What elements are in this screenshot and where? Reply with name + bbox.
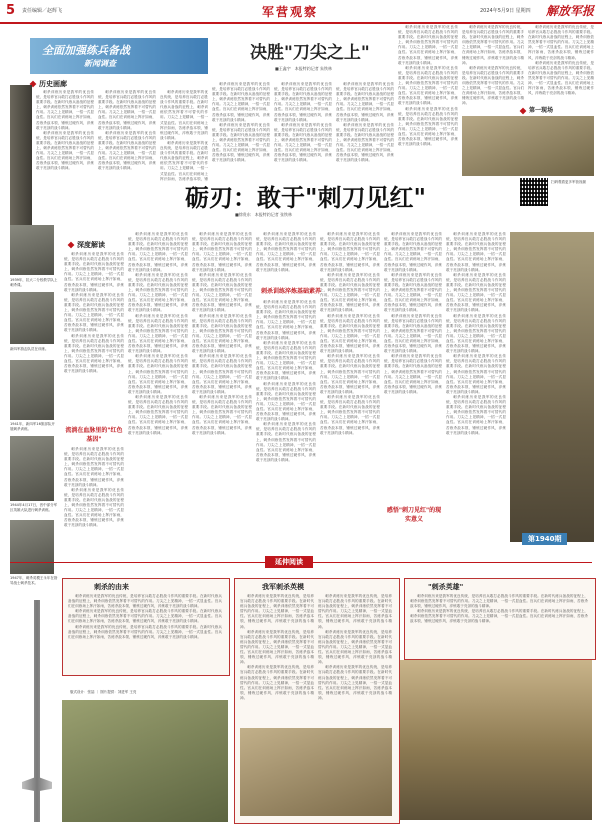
box-origin-text: 刺杀训练历来是我军的优良传统，是培养官兵敢打必胜战斗作风的重要手段。在新时代练兵备战的征程上，刺杀训练依然发挥着不可替代的作用。刀尖之上见精神，一招一式显血性。官兵们在训练场上挥汗如雨，苦练杀敌本领，锤炼过硬作风，淬炼敢于亮剑的战斗精神。 刺杀训练历来是我军的优良传统，是培养官兵敢打必胜战斗作风的重要手段。在新时代练兵备战的征程上，刺杀训练依然发挥着不可替代的作用。刀尖之上见精神，一招一式显血性。官兵们在训练场上挥汗如雨，苦练杀敌本领，锤炼过硬作风，淬炼敢于亮剑的战斗精神。 刺杀训练历来是我军的优良传统，是培养官兵敢打必胜战斗作风的重要手段。在新时代练兵备战的征程上，刺杀训练依然发挥着不可替代的作用。刀尖之上见精神，一招一式显血性。官兵们在训练场上挥汗如雨，苦练杀敌本领，锤炼过硬作风，淬炼敢于亮剑的战斗精神。 bbox=[68, 594, 222, 639]
field-training-photo bbox=[62, 700, 228, 822]
deep-reading-heading bbox=[68, 240, 105, 250]
diamond-icon bbox=[68, 242, 75, 249]
qr-code[interactable] bbox=[520, 178, 548, 206]
banner-line2: 新闻调查 bbox=[84, 59, 116, 68]
article1-col-1: 刺杀训练历来是我军的优良传统，是培养官兵敢打必胜战斗作风的重要手段。在新时代练兵备战的征程上，刺杀训练依然发挥着不可替代的作用。刀尖之上见精神，一招一式显血性。官兵们在训练场上挥汗如雨，苦练杀敌本领，锤炼过硬作风，淬炼敢于亮剑的战斗精神。 刺杀训练历来是我军的优良传统，是培养官兵敢打必胜战斗作风的重要手段。在新时代练兵备战的征程上，刺杀训练依然发挥着不可替代的作用。刀尖之上见精神，一招一式显血性。官兵们在训练场上挥汗如雨，苦练杀敌本领，锤炼过硬作风，淬炼敢于亮剑的战斗精神。 bbox=[212, 82, 270, 163]
section-title: 军营观察 bbox=[262, 5, 319, 19]
article1-col-4: 刺杀训练历来是我军的优良传统，是培养官兵敢打必胜战斗作风的重要手段。在新时代练兵备战的征程上，刺杀训练依然发挥着不可替代的作用。刀尖之上见精神，一招一式显血性。官兵们在训练场上挥汗如雨，苦练杀敌本领，锤炼过硬作风，淬炼敢于亮剑的战斗精神。 刺杀训练历来是我军的优良传统，是培养官兵敢打必胜战斗作风的重要手段。在新时代练兵备战的征程上，刺杀训练依然发挥着不可替代的作用。刀尖之上见精神，一招一式显血性。官兵们在训练场上挥汗如雨，苦练杀敌本领，锤炼过硬作风，淬炼敢于亮剑的战斗精神。 刺杀训练历来是我军的优良传统，是培养官兵敢打必胜战斗作风的重要手段。在新时代练兵备战的征程上，刺杀训练依然发挥着不可替代的作用。刀尖之上见精神，一招一式显血性。官兵们在训练场上挥汗如雨，苦练杀敌本领，锤炼过硬作风，淬炼敢于亮剑的战斗精神。 bbox=[398, 25, 458, 147]
article2-col-5: 刺杀训练历来是我军的优良传统，是培养官兵敢打必胜战斗作风的重要手段。在新时代练兵备战的征程上，刺杀训练依然发挥着不可替代的作用。刀尖之上见精神，一招一式显血性。官兵们在训练场上挥汗如雨，苦练杀敌本领，锤炼过硬作风，淬炼敢于亮剑的战斗精神。 刺杀训练历来是我军的优良传统，是培养官兵敢打必胜战斗作风的重要手段。在新时代练兵备战的征程上，刺杀训练依然发挥着不可替代的作用。刀尖之上见精神，一招一式显血性。官兵们在训练场上挥汗如雨，苦练杀敌本领，锤炼过硬作风，淬炼敢于亮剑的战斗精神。 刺杀训练历来是我军的优良传统，是培养官兵敢打必胜战斗作风的重要手段。在新时代练兵备战的征程上，刺杀训练依然发挥着不可替代的作用。刀尖之上见精神，一招一式显血性。官兵们在训练场上挥汗如雨，苦练杀敌本领，锤炼过硬作风，淬炼敢于亮剑的战斗精神。 刺杀训练历来是我军的优良传统，是培养官兵敢打必胜战斗作风的重要手段。在新时代练兵备战的征程上，刺杀训练依然发挥着不可替代的作用。刀尖之上见精神，一招一式显血性。官兵们在训练场上挥汗如雨，苦练杀敌本领，锤炼过硬作风，淬炼敢于亮剑的战斗精神。 刺杀训练历来是我军的优良传统，是培养官兵敢打必胜战斗作风的重要手段。在新时代练兵备战的征程上，刺杀训练依然发挥着不可替代的作用。刀尖之上见精神，一招一式显血性。官兵们在训练场上挥汗如雨，苦练杀敌本领，锤炼过硬作风，淬炼敢于亮剑的战斗精神。 bbox=[320, 232, 380, 435]
soldier-bayonet-photo bbox=[510, 232, 594, 542]
history-photo-strip bbox=[10, 85, 32, 225]
history-text-3: 刺杀训练历来是我军的优良传统，是培养官兵敢打必胜战斗作风的重要手段。在新时代练兵备战的征程上，刺杀训练依然发挥着不可替代的作用。刀尖之上见精神，一招一式显血性。官兵们在训练场上挥汗如雨，苦练杀敌本领，锤炼过硬作风，淬炼敢于亮剑的战斗精神。 刺杀训练历来是我军的优良传统，是培养官兵敢打必胜战斗作风的重要手段。在新时代练兵备战的征程上，刺杀训练依然发挥着不可替代的作用。刀尖之上见精神，一招一式显血性。官兵们在训练场上挥汗如雨，苦练杀敌本领，锤 bbox=[160, 90, 208, 181]
scene-heading-label: 第一现场 bbox=[529, 107, 554, 114]
scene-heading bbox=[520, 105, 553, 114]
history-caption-1: 1939年，抗大二分校教学队上刺杀课。 bbox=[10, 278, 58, 287]
history-photo-2 bbox=[10, 292, 54, 344]
bayonet-illustration bbox=[22, 600, 52, 822]
history-text-2: 刺杀训练历来是我军的优良传统，是培养官兵敢打必胜战斗作风的重要手段。在新时代练兵备战的征程上，刺杀训练依然发挥着不可替代的作用。刀尖之上见精神，一招一式显血性。官兵们在训练场上挥汗如雨，苦练杀敌本领，锤炼过硬作风，淬炼敢于亮剑的战斗精神。 刺杀训练历来是我军的优良传统，是培养官兵敢打必胜战斗作风的重要手段。在新时代练兵备战的征程上，刺杀训练依然发挥着不可替代的作用。刀尖之上见精神，一招一式显血性。官兵们在训练场上挥汗如雨，苦练杀敌本领，锤炼过硬作风，淬炼敢于亮剑的战斗精神。 bbox=[98, 90, 156, 171]
banner bbox=[30, 38, 208, 74]
footer-credit: 版式设计：张喆 ｜ 图片提供：刘进军 王亮 bbox=[70, 690, 137, 694]
article2-col-3: 刺杀训练历来是我军的优良传统，是培养官兵敢打必胜战斗作风的重要手段。在新时代练兵备战的征程上，刺杀训练依然发挥着不可替代的作用。刀尖之上见精神，一招一式显血性。官兵们在训练场上挥汗如雨，苦练杀敌本领，锤炼过硬作风，淬炼敢于亮剑的战斗精神。 刺杀训练历来是我军的优良传统，是培养官兵敢打必胜战斗作风的重要手段。在新时代练兵备战的征程上，刺杀训练依然发挥着不可替代的作用。刀尖之上见精神，一招一式显血性。官兵们在训练场上挥汗如雨，苦练杀敌本领，锤炼过硬作风，淬炼敢于亮剑的战斗精神。 刺杀训练历来是我军的优良传统，是培养官兵敢打必胜战斗作风的重要手段。在新时代练兵备战的征程上，刺杀训练依然发挥着不可替代的作用。刀尖之上见精神，一招一式显血性。官兵们在训练场上挥汗如雨，苦练杀敌本领，锤炼过硬作风，淬炼敢于亮剑的战斗精神。 刺杀训练历来是我军的优良传统，是培养官兵敢打必胜战斗作风的重要手段。在新时代练兵备战的征程上，刺杀训练依然发挥着不可替代的作用。刀尖之上见精神，一招一式显血性。官兵们在训练场上挥汗如雨，苦练杀敌本领，锤炼过硬作风，淬炼敢于亮剑的战斗精神。 刺杀训练历来是我军的优良传统，是培养官兵敢打必胜战斗作风的重要手段。在新时代练兵备战的征程上，刺杀训练依然发挥着不可替代的作用。刀尖之上见精神，一招一式显血性。官兵们在训练场上挥汗如雨，苦练杀敌本领，锤炼过硬作风，淬炼敢于亮剑的战斗精神。 bbox=[192, 232, 252, 435]
training-heading: 刺杀训练淬炼基础素养 bbox=[260, 288, 321, 295]
newspaper-logo: 解放军报 bbox=[546, 4, 595, 18]
history-gallery-label: 历史画廊 bbox=[39, 80, 67, 88]
article2-col-2: 刺杀训练历来是我军的优良传统，是培养官兵敢打必胜战斗作风的重要手段。在新时代练兵备战的征程上，刺杀训练依然发挥着不可替代的作用。刀尖之上见精神，一招一式显血性。官兵们在训练场上挥汗如雨，苦练杀敌本领，锤炼过硬作风，淬炼敢于亮剑的战斗精神。 刺杀训练历来是我军的优良传统，是培养官兵敢打必胜战斗作风的重要手段。在新时代练兵备战的征程上，刺杀训练依然发挥着不可替代的作用。刀尖之上见精神，一招一式显血性。官兵们在训练场上挥汗如雨，苦练杀敌本领，锤炼过硬作风，淬炼敢于亮剑的战斗精神。 刺杀训练历来是我军的优良传统，是培养官兵敢打必胜战斗作风的重要手段。在新时代练兵备战的征程上，刺杀训练依然发挥着不可替代的作用。刀尖之上见精神，一招一式显血性。官兵们在训练场上挥汗如雨，苦练杀敌本领，锤炼过硬作风，淬炼敢于亮剑的战斗精神。 刺杀训练历来是我军的优良传统，是培养官兵敢打必胜战斗作风的重要手段。在新时代练兵备战的征程上，刺杀训练依然发挥着不可替代的作用。刀尖之上见精神，一招一式显血性。官兵们在训练场上挥汗如雨，苦练杀敌本领，锤炼过硬作风，淬炼敢于亮剑的战斗精神。 刺杀训练历来是我军的优良传统，是培养官兵敢打必胜战斗作风的重要手段。在新时代练兵备战的征程上，刺杀训练依然发挥着不可替代的作用。刀尖之上见精神，一招一式显血性。官兵们在训练场上挥汗如雨，苦练杀敌本领，锤炼过硬作风，淬炼敢于亮剑的战斗精神。 bbox=[128, 232, 188, 435]
extend-label: 延伸阅读 bbox=[265, 556, 313, 568]
article1-col-3: 刺杀训练历来是我军的优良传统，是培养官兵敢打必胜战斗作风的重要手段。在新时代练兵备战的征程上，刺杀训练依然发挥着不可替代的作用。刀尖之上见精神，一招一式显血性。官兵们在训练场上挥汗如雨，苦练杀敌本领，锤炼过硬作风，淬炼敢于亮剑的战斗精神。 刺杀训练历来是我军的优良传统，是培养官兵敢打必胜战斗作风的重要手段。在新时代练兵备战的征程上，刺杀训练依然发挥着不可替代的作用。刀尖之上见精神，一招一式显血性。官兵们在训练场上挥汗如雨，苦练杀敌本领，锤炼过硬作风，淬炼敢于亮剑的战斗精神。 bbox=[336, 82, 394, 163]
box-hero-text: 刺杀训练历来是我军的优良传统，是培养官兵敢打必胜战斗作风的重要手段。在新时代练兵备战的征程上，刺杀训练依然发挥着不可替代的作用。刀尖之上见精神，一招一式显血性。官兵们在训练场上挥汗如雨，苦练杀敌本领，锤炼过硬作风，淬炼敢于亮剑的战斗精神。 刺杀训练历来是我军的优良传统，是培养官兵敢打必胜战斗作风的重要手段。在新时代练兵备战的征程上，刺杀训练依然发挥着不可替代的作用。刀尖之上见精神，一招一式显血性。官兵们在训练场上挥汗如雨，苦练杀敌本领，锤炼过硬作风，淬炼敢于亮剑的战斗精神。 bbox=[410, 594, 588, 624]
box-hero-title-heading: "刺杀英雄" bbox=[428, 583, 464, 591]
article2-col-6: 刺杀训练历来是我军的优良传统，是培养官兵敢打必胜战斗作风的重要手段。在新时代练兵备战的征程上，刺杀训练依然发挥着不可替代的作用。刀尖之上见精神，一招一式显血性。官兵们在训练场上挥汗如雨，苦练杀敌本领，锤炼过硬作风，淬炼敢于亮剑的战斗精神。 刺杀训练历来是我军的优良传统，是培养官兵敢打必胜战斗作风的重要手段。在新时代练兵备战的征程上，刺杀训练依然发挥着不可替代的作用。刀尖之上见精神，一招一式显血性。官兵们在训练场上挥汗如雨，苦练杀敌本领，锤炼过硬作风，淬炼敢于亮剑的战斗精神。 刺杀训练历来是我军的优良传统，是培养官兵敢打必胜战斗作风的重要手段。在新时代练兵备战的征程上，刺杀训练依然发挥着不可替代的作用。刀尖之上见精神，一招一式显血性。官兵们在训练场上挥汗如雨，苦练杀敌本领，锤炼过硬作风，淬炼敢于亮剑的战斗精神。 刺杀训练历来是我军的优良传统，是培养官兵敢打必胜战斗作风的重要手段。在新时代练兵备战的征程上，刺杀训练依然发挥着不可替代的作用。刀尖之上见精神，一招一式显血性。官兵们在训练场上挥汗如雨，苦练杀敌本领，锤炼过硬作风，淬炼敢于亮剑的战斗精神。 bbox=[384, 232, 442, 394]
deep-reading-label: 深度解读 bbox=[77, 241, 105, 249]
training-photo-top bbox=[462, 116, 594, 176]
page-number: 5 bbox=[6, 3, 16, 18]
article2-col-7: 刺杀训练历来是我军的优良传统，是培养官兵敢打必胜战斗作风的重要手段。在新时代练兵备战的征程上，刺杀训练依然发挥着不可替代的作用。刀尖之上见精神，一招一式显血性。官兵们在训练场上挥汗如雨，苦练杀敌本领，锤炼过硬作风，淬炼敢于亮剑的战斗精神。 刺杀训练历来是我军的优良传统，是培养官兵敢打必胜战斗作风的重要手段。在新时代练兵备战的征程上，刺杀训练依然发挥着不可替代的作用。刀尖之上见精神，一招一式显血性。官兵们在训练场上挥汗如雨，苦练杀敌本领，锤炼过硬作风，淬炼敢于亮剑的战斗精神。 刺杀训练历来是我军的优良传统，是培养官兵敢打必胜战斗作风的重要手段。在新时代练兵备战的征程上，刺杀训练依然发挥着不可替代的作用。刀尖之上见精神，一招一式显血性。官兵们在训练场上挥汗如雨，苦练杀敌本领，锤炼过硬作风，淬炼敢于亮剑的战斗精神。 刺杀训练历来是我军的优良传统，是培养官兵敢打必胜战斗作风的重要手段。在新时代练兵备战的征程上，刺杀训练依然发挥着不可替代的作用。刀尖之上见精神，一招一式显血性。官兵们在训练场上挥汗如雨，苦练杀敌本领，锤炼过硬作风，淬炼敢于亮剑的战斗精神。 刺杀训练历来是我军的优良传统，是培养官兵敢打必胜战斗作风的重要手段。在新时代练兵备战的征程上，刺杀训练依然发挥着不可替代的作用。刀尖之上见精神，一招一式显血性。官兵们在训练场上挥汗如雨，苦练杀敌本领，锤炼过硬作风，淬炼敢于亮剑的战斗精神。 bbox=[446, 232, 506, 435]
qr-caption: 扫码观看更多军营视频 bbox=[551, 180, 586, 184]
history-photo-1 bbox=[10, 225, 54, 275]
article1-col-5: 刺杀训练历来是我军的优良传统，是培养官兵敢打必胜战斗作风的重要手段。在新时代练兵备战的征程上，刺杀训练依然发挥着不可替代的作用。刀尖之上见精神，一招一式显血性。官兵们在训练场上挥汗如雨，苦练杀敌本领，锤炼过硬作风，淬炼敢于亮剑的战斗精神。 刺杀训练历来是我军的优良传统，是培养官兵敢打必胜战斗作风的重要手段。在新时代练兵备战的征程上，刺杀训练依然发挥着不可替代的作用。刀尖之上见精神，一招一式显血性。官兵们在训练场上挥汗如雨，苦练杀敌本领，锤炼过硬作风，淬炼敢于亮剑的战斗精神。 bbox=[462, 25, 524, 106]
meaning-heading: 感悟"刺刀见红"的现实意义 bbox=[386, 507, 442, 523]
issue-date: 2024年5月9日 星期四 bbox=[480, 8, 531, 14]
history-caption-3: 1941年，新四军16旅部队开展刺杀训练。 bbox=[10, 422, 55, 431]
history-caption-4: 1944年4月17日，晋中部分军区英雄大队进行刺杀训练。 bbox=[10, 503, 58, 512]
history-photo-4 bbox=[10, 436, 54, 501]
box-heroes-text-1: 刺杀训练历来是我军的优良传统，是培养官兵敢打必胜战斗作风的重要手段。在新时代练兵备战的征程上，刺杀训练依然发挥着不可替代的作用。刀尖之上见精神，一招一式显血性。官兵们在训练场上挥汗如雨，苦练杀敌本领，锤炼过硬作风，淬炼敢于亮剑的战斗精神。 刺杀训练历来是我军的优良传统，是培养官兵敢打必胜战斗作风的重要手段。在新时代练兵备战的征程上，刺杀训练依然发挥着不可替代的作用。刀尖之上见精神，一招一式显血性。官兵们在训练场上挥汗如雨，苦练杀敌本领，锤炼过硬作风，淬炼敢于亮剑的战斗精神。 刺杀训练历来是我军的优良传统，是培养官兵敢打必胜战斗作风的重要手段。在新时代练兵备战的征程上，刺杀训练依然发挥着不可替代的作用。刀尖之上见精神，一招一式显血性。官兵们在训练场上挥汗如雨，苦练杀敌本领，锤炼过硬作风，淬炼敢于亮剑的战斗精神。 bbox=[240, 594, 314, 700]
heroes-photo bbox=[240, 728, 392, 816]
history-gallery-heading bbox=[30, 79, 67, 89]
box-heroes-text-2: 刺杀训练历来是我军的优良传统，是培养官兵敢打必胜战斗作风的重要手段。在新时代练兵备战的征程上，刺杀训练依然发挥着不可替代的作用。刀尖之上见精神，一招一式显血性。官兵们在训练场上挥汗如雨，苦练杀敌本领，锤炼过硬作风，淬炼敢于亮剑的战斗精神。 刺杀训练历来是我军的优良传统，是培养官兵敢打必胜战斗作风的重要手段。在新时代练兵备战的征程上，刺杀训练依然发挥着不可替代的作用。刀尖之上见精神，一招一式显血性。官兵们在训练场上挥汗如雨，苦练杀敌本领，锤炼过硬作风，淬炼敢于亮剑的战斗精神。 刺杀训练历来是我军的优良传统，是培养官兵敢打必胜战斗作风的重要手段。在新时代练兵备战的征程上，刺杀训练依然发挥着不可替代的作用。刀尖之上见精神，一招一式显血性。官兵们在训练场上挥汗如雨，苦练杀敌本领，锤炼过硬作风，淬炼敢于亮剑的战斗精神。 bbox=[318, 594, 392, 700]
box-heroes-title: 我军刺杀英模 bbox=[262, 583, 304, 591]
issue-tag: 第1940期 bbox=[522, 533, 567, 545]
article1-col-2: 刺杀训练历来是我军的优良传统，是培养官兵敢打必胜战斗作风的重要手段。在新时代练兵备战的征程上，刺杀训练依然发挥着不可替代的作用。刀尖之上见精神，一招一式显血性。官兵们在训练场上挥汗如雨，苦练杀敌本领，锤炼过硬作风，淬炼敢于亮剑的战斗精神。 刺杀训练历来是我军的优良传统，是培养官兵敢打必胜战斗作风的重要手段。在新时代练兵备战的征程上，刺杀训练依然发挥着不可替代的作用。刀尖之上见精神，一招一式显血性。官兵们在训练场上挥汗如雨，苦练杀敌本领，锤炼过硬作风，淬炼敢于亮剑的战斗精神。 bbox=[274, 82, 332, 163]
article2-title: 砺刃：敢于"刺刀见红" bbox=[185, 183, 427, 212]
article1-title: 决胜"刀尖之上" bbox=[250, 43, 370, 63]
box-origin-title: 刺杀的由来 bbox=[94, 583, 129, 591]
history-text-1: 刺杀训练历来是我军的优良传统，是培养官兵敢打必胜战斗作风的重要手段。在新时代练兵备战的征程上，刺杀训练依然发挥着不可替代的作用。刀尖之上见精神，一招一式显血性。官兵们在训练场上挥汗如雨，苦练杀敌本领，锤炼过硬作风，淬炼敢于亮剑的战斗精神。 刺杀训练历来是我军的优良传统，是培养官兵敢打必胜战斗作风的重要手段。在新时代练兵备战的征程上，刺杀训练依然发挥着不可替代的作用。刀尖之上见精神，一招一式显血性。官兵们在训练场上挥汗如雨，苦练杀敌本领，锤炼过硬作风，淬炼敢于亮剑的战斗精神。 bbox=[36, 90, 94, 171]
article1-byline: ■王鑫宇 本报特约记者 朱铁林 bbox=[275, 66, 333, 71]
history-photo-3 bbox=[10, 360, 54, 420]
history-photo-5 bbox=[10, 520, 54, 574]
article2-col-4a: 刺杀训练历来是我军的优良传统，是培养官兵敢打必胜战斗作风的重要手段。在新时代练兵备战的征程上，刺杀训练依然发挥着不可替代的作用。刀尖之上见精神，一招一式显血性。官兵们在训练场上挥汗如雨，苦练杀敌本领，锤炼过硬作风，淬炼敢于亮剑的战斗精神。 bbox=[256, 232, 316, 272]
history-caption-2: 新四军游击队员在训练。 bbox=[10, 347, 49, 351]
banner-line1: 全面加强练兵备战 bbox=[42, 44, 130, 57]
soldiers-formation-photo bbox=[400, 660, 592, 820]
article2-byline: ■徐贵东 本报特约记者 张铁林 bbox=[235, 212, 293, 217]
article2-col-4: 刺杀训练历来是我军的优良传统，是培养官兵敢打必胜战斗作风的重要手段。在新时代练兵备战的征程上，刺杀训练依然发挥着不可替代的作用。刀尖之上见精神，一招一式显血性。官兵们在训练场上挥汗如雨，苦练杀敌本领，锤炼过硬作风，淬炼敢于亮剑的战斗精神。 刺杀训练历来是我军的优良传统，是培养官兵敢打必胜战斗作风的重要手段。在新时代练兵备战的征程上，刺杀训练依然发挥着不可替代的作用。刀尖之上见精神，一招一式显血性。官兵们在训练场上挥汗如雨，苦练杀敌本领，锤炼过硬作风，淬炼敢于亮剑的战斗精神。 刺杀训练历来是我军的优良传统，是培养官兵敢打必胜战斗作风的重要手段。在新时代练兵备战的征程上，刺杀训练依然发挥着不可替代的作用。刀尖之上见精神，一招一式显血性。官兵们在训练场上挥汗如雨，苦练杀敌本领，锤炼过硬作风，淬炼敢于亮剑的战斗精神。 刺杀训练历来是我军的优良传统，是培养官兵敢打必胜战斗作风的重要手段。在新时代练兵备战的征程上，刺杀训练依然发挥着不可替代的作用。刀尖之上见精神，一招一式显血性。官兵们在训练场上挥汗如雨，苦练杀敌本领，锤炼过硬作风，淬炼敢于亮剑的战斗精神。 bbox=[256, 300, 316, 462]
article2-col-1b: 刺杀训练历来是我军的优良传统，是培养官兵敢打必胜战斗作风的重要手段。在新时代练兵备战的征程上，刺杀训练依然发挥着不可替代的作用。刀尖之上见精神，一招一式显血性。官兵们在训练场上挥汗如雨，苦练杀敌本领，锤炼过硬作风，淬炼敢于亮剑的战斗精神。 刺杀训练历来是我军的优良传统，是培养官兵敢打必胜战斗作风的重要手段。在新时代练兵备战的征程上，刺杀训练依然发挥着不可替代的作用。刀尖之上见精神，一招一式显血性。官兵们在训练场上挥汗如雨，苦练杀敌本领，锤炼过硬作风，淬炼敢于亮剑的战斗精神。 bbox=[64, 447, 124, 528]
article1-col-6: 刺杀训练历来是我军的优良传统，是培养官兵敢打必胜战斗作风的重要手段。在新时代练兵备战的征程上，刺杀训练依然发挥着不可替代的作用。刀尖之上见精神，一招一式显血性。官兵们在训练场上挥汗如雨，苦练杀敌本领，锤炼过硬作风，淬炼敢于亮剑的战斗精神。 刺杀训练历来是我军的优良传统，是培养官兵敢打必胜战斗作风的重要手段。在新时代练兵备战的征程上，刺杀训练依然发挥着不可替代的作用。刀尖之上见精神，一招一式显血性。官兵们在训练场上挥汗如雨，苦练杀敌本领，锤炼过硬作风，淬炼敢于亮剑的战斗精神。 bbox=[528, 25, 594, 96]
diamond-icon bbox=[520, 107, 527, 114]
article2-col-1: 刺杀训练历来是我军的优良传统，是培养官兵敢打必胜战斗作风的重要手段。在新时代练兵备战的征程上，刺杀训练依然发挥着不可替代的作用。刀尖之上见精神，一招一式显血性。官兵们在训练场上挥汗如雨，苦练杀敌本领，锤炼过硬作风，淬炼敢于亮剑的战斗精神。 刺杀训练历来是我军的优良传统，是培养官兵敢打必胜战斗作风的重要手段。在新时代练兵备战的征程上，刺杀训练依然发挥着不可替代的作用。刀尖之上见精神，一招一式显血性。官兵们在训练场上挥汗如雨，苦练杀敌本领，锤炼过硬作风，淬炼敢于亮剑的战斗精神。 刺杀训练历来是我军的优良传统，是培养官兵敢打必胜战斗作风的重要手段。在新时代练兵备战的征程上，刺杀训练依然发挥着不可替代的作用。刀尖之上见精神，一招一式显血性。官兵们在训练场上挥汗如雨，苦练杀敌本领，锤炼过硬作风，淬炼敢于亮剑的战斗精神。 bbox=[64, 252, 124, 374]
red-gene-heading: 流淌在血脉里的"红色基因" bbox=[65, 427, 123, 443]
history-caption-5: 1947年，刺杀英模王永年在指导战士刺杀技术。 bbox=[10, 576, 58, 585]
editor-credit: 责任编辑／赵辉飞 bbox=[22, 8, 63, 14]
